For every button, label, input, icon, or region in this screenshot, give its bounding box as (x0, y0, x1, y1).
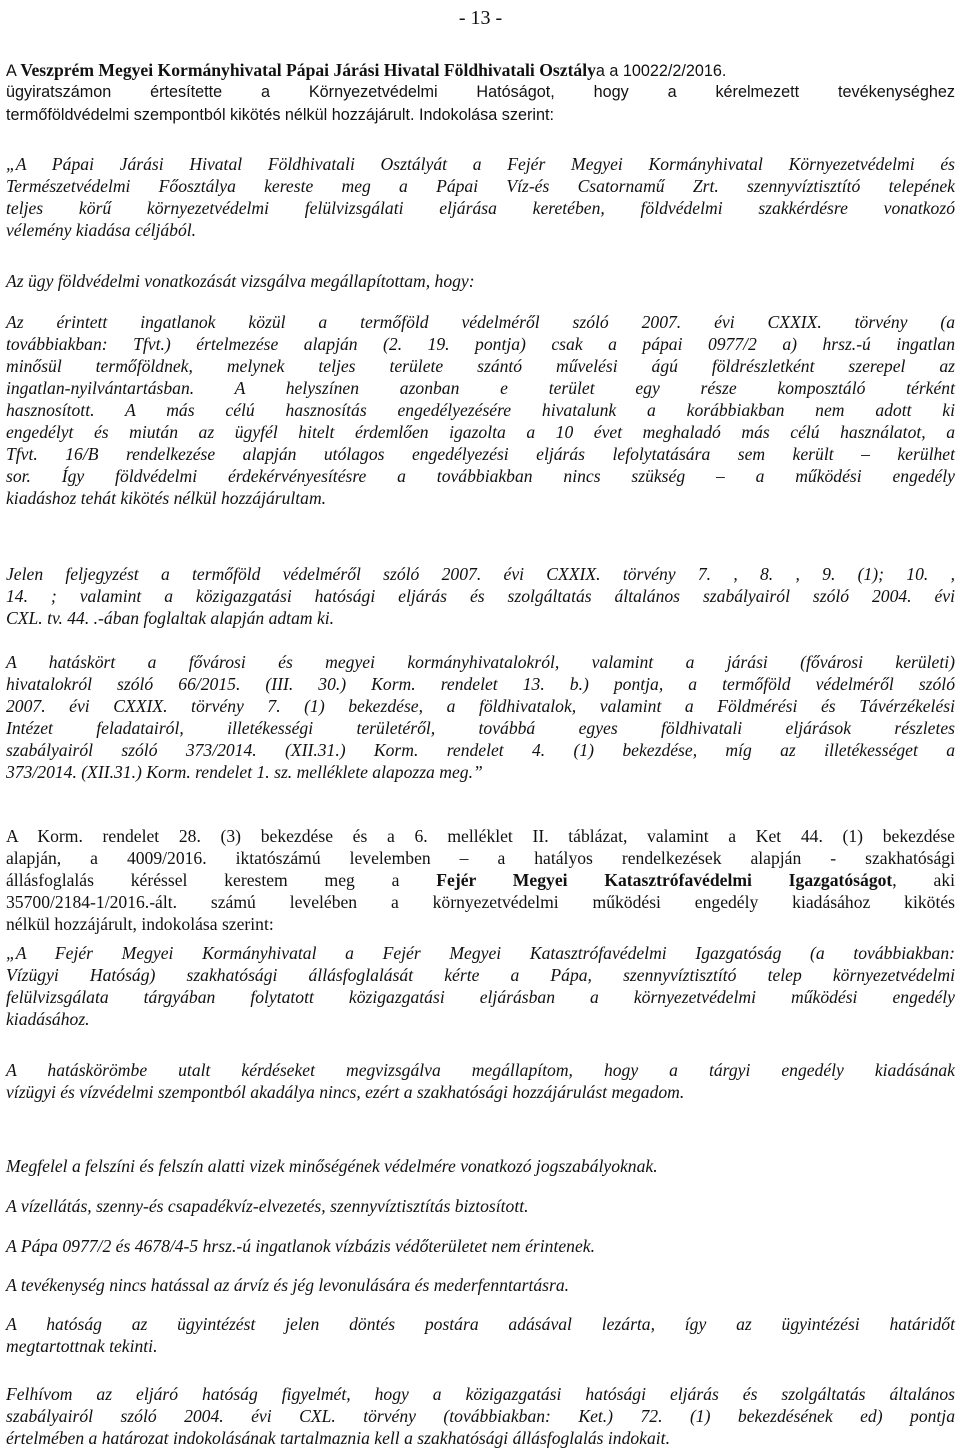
paragraph-disaster-authority (6, 825, 955, 935)
findings-line: ingatlan-nyilvántartásban. A helyszínen azonban e terület egy része komposztáló térként (6, 378, 955, 398)
quote-line: „A Pápai Járási Hivatal Földhivatali Osztályát a Fejér Megyei Kormányhivatal Környezetvédelmi és (6, 154, 955, 174)
competence-line: Intézet feladatairól, illetékességi területéről, továbbá egyes földhivatali eljárások részletes (6, 718, 955, 738)
intro-line-3: termőföldvédelmi szempontból kikötés nélkül hozzájárult. Indokolása szerint: (6, 106, 554, 124)
paragraph-notice (6, 1383, 955, 1449)
quote-line: vélemény kiadása céljából. (6, 220, 197, 240)
paragraph-water-authority-quote (6, 942, 955, 1030)
findings-line: Tfvt. 16/B rendelkezése alapján utólagos engedélyezési eljárás lefolytatására sem került – kerülhet (6, 444, 955, 464)
water-quote-line: „A Fejér Megyei Kormányhivatal a Fejér Megyei Katasztrófavédelmi Igazgatóság (a továbbiakban: (6, 943, 955, 963)
findings-line: hasznosított. A más célú hasznosítás engedélyezésére hivatalunk a korábbiakban nem adott ki (6, 400, 955, 420)
authority-line: nélkül hozzájárult, indokolása szerint: (6, 914, 274, 934)
notice-line: Felhívom az eljáró hatóság figyelmét, hogy a közigazgatási hatósági eljárás és szolgáltatás általános (6, 1384, 955, 1404)
notice-line: értelmében a határozat indokolásának tartalmaznia kell a szakhatósági állásfoglalás indokait. (6, 1428, 670, 1448)
water-quote-line: Vízügyi Hatóság) szakhatósági állásfoglalását kérte a Pápa, szennyvíztisztító telep környezetvédelmi (6, 965, 955, 985)
water-supply-line: A vízellátás, szenny-és csapadékvíz-elvezetés, szennyvíztisztítás biztosított. (6, 1196, 529, 1216)
intro-line-2: ügyiratszámon értesítette a Környezetvédelmi Hatóságot, hogy a kérelmezett tevékenységhez (6, 83, 955, 101)
authority-name: Fejér Megyei Katasztrófavédelmi Igazgatóságot (436, 870, 893, 890)
quote-line: teljes körű környezetvédelmi felülvizsgálati eljárása keretében, földvédelmi szakkérdésre vonatkozó (6, 198, 955, 218)
competence-line: A hatáskört a fővárosi és megyei kormányhivatalokról, valamint a járási (fővárosi kerületi) (6, 652, 955, 672)
deadline-line: megtartottnak tekinti. (6, 1336, 158, 1356)
paragraph-findings-intro (6, 270, 955, 292)
paragraph-competence (6, 651, 955, 783)
authority-line: A Korm. rendelet 28. (3) bekezdése és a 6. melléklet II. táblázat, valamint a Ket 44. (1) bekezdése (6, 826, 955, 846)
competence-line: 2007. évi CXXIX. törvény 7. (1) bekezdése, a földhivatalok, valamint a Földmérési és Távérzékelési (6, 696, 955, 716)
authority-line: állásfoglalás kéréssel kerestem meg a Fejér Megyei Katasztrófavédelmi Igazgatóságot, aki (6, 870, 956, 890)
paragraph-compliance (6, 1155, 955, 1177)
findings-line: minősül termőföldnek, melynek teljes területe szántó művelési ágú földrészletként szerepel az (6, 356, 955, 376)
intro-line-1: A Veszprém Megyei Kormányhivatal Pápai Járási Hivatal Földhivatali Osztálya a 10022/2/2016. (6, 60, 727, 80)
competence-line: 373/2014. (XII.31.) Korm. rendelet 1. sz. melléklete alapozza meg.” (6, 762, 483, 782)
paragraph-land-office-quote (6, 153, 955, 241)
examination-line: A hatáskörömbe utalt kérdéseket megvizsgálva megállapítom, hogy a tárgyi engedély kiadásának (6, 1060, 955, 1080)
competence-line: hivatalokról szóló 66/2015. (III. 30.) Korm. rendelet 13. b.) pontja, a termőföld védelméről szóló (6, 674, 955, 694)
findings-intro-line: Az ügy földvédelmi vonatkozását vizsgálva megállapítottam, hogy: (6, 271, 475, 291)
paragraph-legal-basis (6, 563, 955, 629)
authority-line: alapján, a 4009/2016. iktatószámú levelemben – a hatályos rendelkezések alapján - szakhatósági (6, 848, 955, 868)
notice-line: szabályairól szóló 2004. évi CXL. törvény (továbbiakban: Ket.) 72. (1) bekezdésének ed) pontja (6, 1406, 955, 1426)
paragraph-findings (6, 311, 955, 509)
water-quote-line: felülvizsgálata tárgyában folytatott közigazgatási eljárásban a környezetvédelmi működési engedély (6, 987, 955, 1007)
findings-line: engedélyt és miután az ügyfél hitelt érdemlően igazolta a 10 évet meghaladó más célú használatot, a (6, 422, 955, 442)
paragraph-deadline (6, 1313, 955, 1357)
competence-line: szabályairól szóló 373/2014. (XII.31.) Korm. rendelet 4. (1) bekezdése, míg az illetékességet a (6, 740, 955, 760)
legal-basis-line: CXL. tv. 44. .-ában foglaltak alapján adtam ki. (6, 608, 335, 628)
paragraph-protection-area (6, 1235, 955, 1257)
paragraph-intro (6, 59, 955, 125)
legal-basis-line: Jelen feljegyzést a termőföld védelméről szóló 2007. évi CXXIX. törvény 7. , 8. , 9. (1); 10. , (6, 564, 955, 584)
findings-line: sor. Így földvédelmi érdekérvényesítésre a továbbiakban nincs szükség – a működési engedély (6, 466, 955, 486)
paragraph-flood (6, 1274, 955, 1296)
findings-line: továbbiakban: Tfvt.) értelmezése alapján (2. 19. pontja) csak a pápai 0977/2 a) hrsz.-ú ingatlan (6, 334, 955, 354)
water-quote-line: kiadásához. (6, 1009, 90, 1029)
page-number: - 13 - (458, 7, 503, 29)
flood-line: A tevékenység nincs hatással az árvíz és jég levonulására és mederfenntartásra. (6, 1275, 570, 1295)
deadline-line: A hatóság az ügyintézést jelen döntés postára adásával lezárta, így az ügyintézési határidőt (6, 1314, 955, 1334)
compliance-line: Megfelel a felszíni és felszín alatti vizek minőségének védelmére vonatkozó jogszabályoknak. (6, 1156, 658, 1176)
examination-line: vízügyi és vízvédelmi szempontból akadálya nincs, ezért a szakhatósági hozzájárulást megadom. (6, 1082, 685, 1102)
findings-line: kiadáshoz tehát kikötés nélkül hozzájárultam. (6, 488, 327, 508)
quote-line: Természetvédelmi Főosztálya kereste meg a Pápai Víz-és Csatornamű Zrt. szennyvíztisztító telepének (6, 176, 955, 196)
protection-area-line: A Pápa 0977/2 és 4678/4-5 hrsz.-ú ingatlanok vízbázis védőterületet nem érintenek. (6, 1236, 595, 1256)
authority-line: 35700/2184-1/2016.-ált. számú levelében a környezetvédelmi működési engedély kiadásához kikötés (6, 892, 955, 912)
legal-basis-line: 14. ; valamint a közigazgatási hatósági eljárás és szolgáltatás általános szabályairól szóló 2004. évi (6, 586, 955, 606)
findings-line: Az érintett ingatlanok közül a termőföld védelméről szóló 2007. évi CXXIX. törvény (a (6, 312, 955, 332)
paragraph-examination (6, 1059, 955, 1103)
paragraph-water-supply (6, 1195, 955, 1217)
